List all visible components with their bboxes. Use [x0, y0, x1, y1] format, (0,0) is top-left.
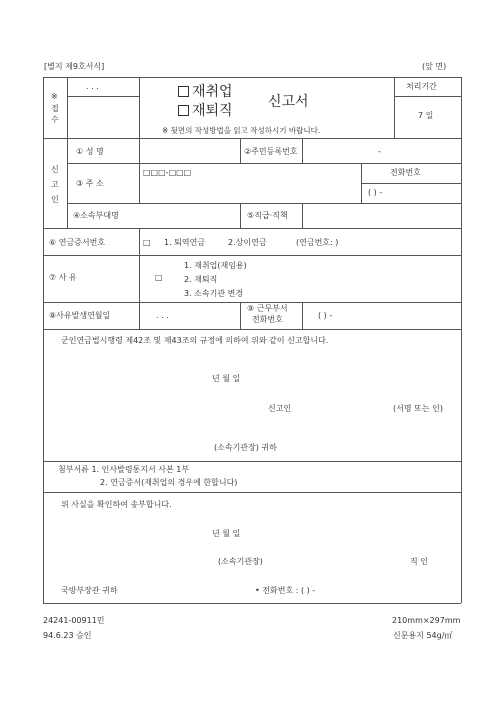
attachments-item-2: 2. 연금증서(재취업의 경우에 한합니다) — [100, 478, 238, 487]
phone-value: ( ) - — [368, 188, 383, 197]
pension-number: (연금번호: ) — [296, 238, 339, 247]
work-phone-value: ( ) - — [318, 311, 333, 320]
pension-label: ⑥ 연금증서번호 — [49, 238, 106, 247]
confirm-text: 위 사실을 확인하여 송부합니다. — [61, 500, 172, 509]
notice: ※ 뒷면의 작성방법을 읽고 작성하시기 바랍니다. — [162, 126, 321, 135]
receipt-label-2: 수 — [51, 115, 59, 124]
footer-paper: 신문용지 54g/㎡ — [393, 631, 453, 640]
reason-item-3: 3. 소속기관 변경 — [184, 289, 244, 298]
rank-label: ⑤직급·직책 — [247, 211, 288, 220]
reporter-side-1: 신 — [51, 165, 59, 174]
pension-option-disability: 2.상이연금 — [228, 238, 267, 247]
confirm-recipient: 국방부장관 귀하 — [61, 586, 118, 595]
declaration-text: 군인연금법시행령 제42조 및 제43조의 규정에 의하여 위와 같이 신고합니다. — [61, 336, 329, 345]
address-label: ③ 주 소 — [76, 179, 104, 188]
receipt-mark: ※ — [51, 92, 58, 101]
reason-item-2: 2. 재퇴직 — [184, 275, 218, 284]
title-option-reretirement: 재퇴직 — [178, 103, 233, 119]
signer-label: 신고인 — [268, 404, 292, 413]
footer-code: 24241-00911민 — [43, 616, 105, 625]
declaration-recipient: (소속기관장) 귀하 — [214, 443, 277, 452]
page-side: (앞 면) — [422, 62, 447, 71]
work-dept-label: ⑨ 근무부서 — [247, 304, 288, 313]
processing-value: 7 일 — [418, 111, 434, 120]
footer-approved: 94.6.23 승인 — [43, 631, 92, 640]
reason-item-1: 1. 재취업(재임용) — [184, 261, 247, 270]
phone-label: 전화번호 — [390, 168, 421, 177]
rrn-label: ②주민등록번호 — [244, 147, 298, 156]
confirm-date: 년 월 일 — [212, 529, 241, 538]
pension-checkbox: □ — [143, 238, 151, 247]
title-option-reemployment: 재취업 — [178, 84, 233, 100]
checkbox-icon — [178, 105, 189, 116]
occurrence-date-label: ⑧사유발생연월일 — [49, 311, 111, 320]
unit-label: ④소속부대명 — [73, 211, 119, 220]
page-title: 신고서 — [268, 94, 309, 110]
occurrence-date-value: . . . — [156, 311, 169, 320]
official-seal-label: 직 인 — [410, 557, 428, 566]
form-number: [별지 제9호서식] — [44, 62, 105, 71]
reporter-side-2: 고 — [51, 180, 59, 189]
attachments-label: 첨부서류 1. 인사발령통지서 사본 1부 — [58, 465, 190, 474]
confirm-phone: • 전화번호 : ( ) - — [255, 586, 316, 595]
sign-hint: (서명 또는 인) — [393, 404, 443, 413]
reason-label: ⑦ 사 유 — [49, 273, 77, 282]
checkbox-icon — [178, 86, 189, 97]
confirm-head: (소속기관장) — [218, 557, 263, 566]
work-phone-label: 전화번호 — [252, 315, 283, 324]
pension-option-retired: 1. 퇴역연금 — [164, 238, 206, 247]
reporter-side-3: 인 — [51, 195, 59, 204]
footer-size: 210mm×297mm — [392, 616, 461, 625]
rrn-value: - — [378, 147, 381, 156]
receipt-label-1: 접 — [51, 104, 59, 113]
receipt-date: . . . — [86, 82, 99, 91]
reason-checkbox: □ — [155, 273, 163, 282]
processing-label: 처리기간 — [406, 82, 437, 91]
address-postcode: □□□-□□□ — [143, 168, 192, 177]
name-label: ① 성 명 — [76, 147, 104, 156]
declaration-date: 년 월 일 — [212, 374, 241, 383]
